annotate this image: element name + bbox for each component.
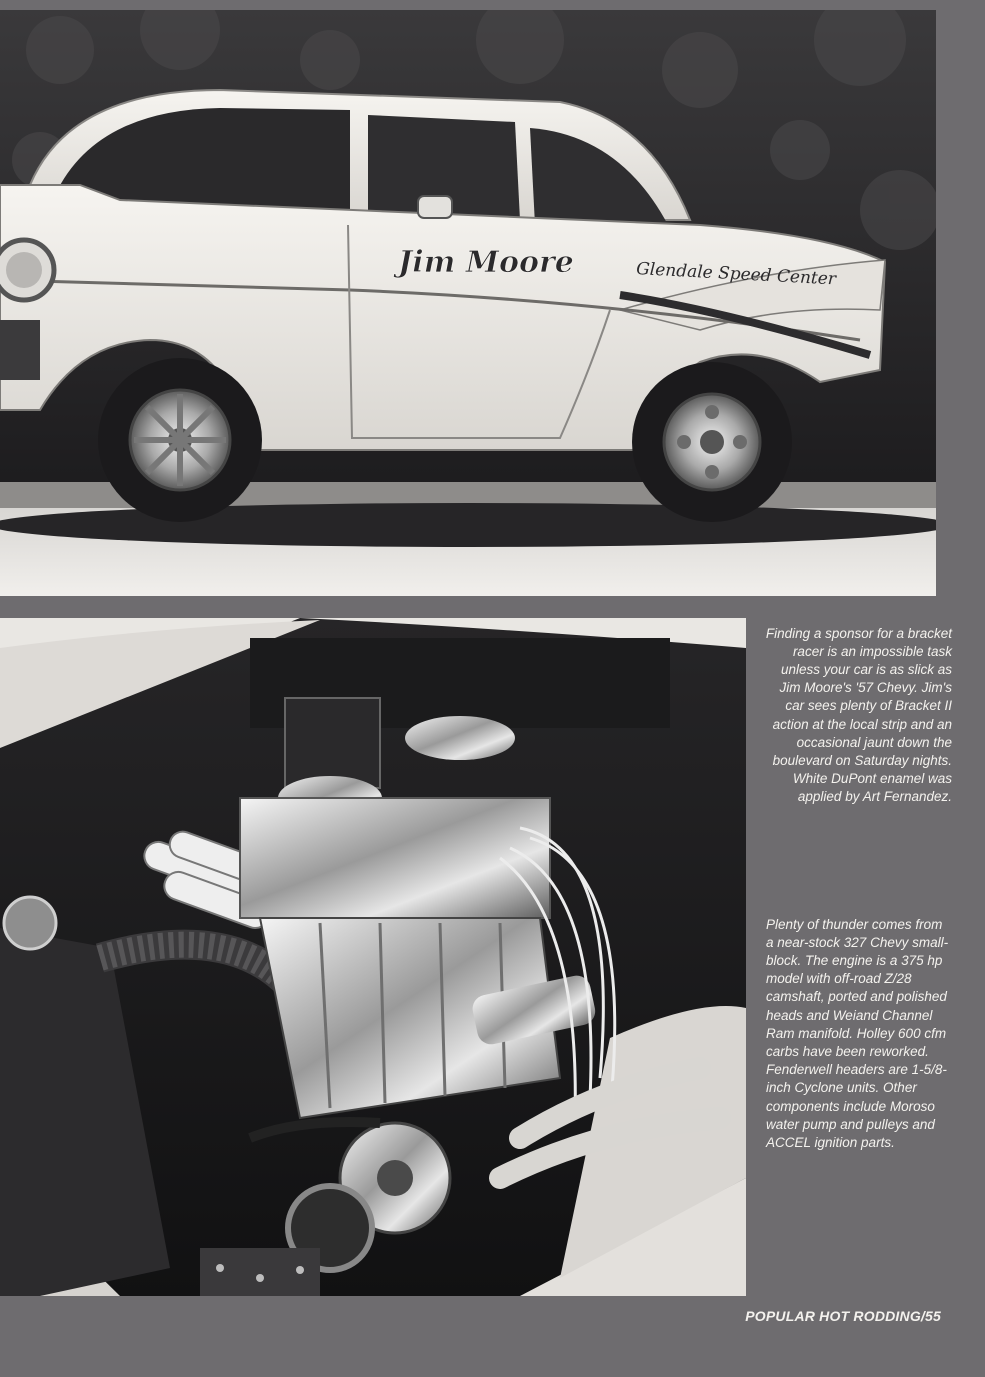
engine-photo bbox=[0, 618, 746, 1296]
car-illustration bbox=[0, 10, 936, 596]
lettering-glendale-speed-center: Glendale Speed Center bbox=[635, 259, 837, 290]
caption-sponsor: Finding a sponsor for a bracket racer is an impossible task unless your car is as slick as Jim Moore's '57 Chevy. Jim's car sees plenty of Bracket II action at the local strip and an occasional jaunt down the boulevard on Saturday nights. White DuPont enamel was applied by Art Fernandez. bbox=[765, 625, 952, 805]
caption-engine: Plenty of thunder comes from a near-stock 327 Chevy small-block. The engine is a 375 hp model with off-road Z/28 camshaft, ported and polished heads and Weiand Channel Ram manifold. Holley 600 cfm carbs have been reworked. Fenderwell headers are 1-5/8-inch Cyclone units. Other components include Moroso water pump and pulleys and ACCEL ignition parts. bbox=[766, 916, 949, 1150]
page-folio: POPULAR HOT RODDING/55 bbox=[745, 1308, 941, 1324]
car-photo bbox=[0, 10, 936, 596]
engine-illustration bbox=[0, 618, 746, 1296]
lettering-jim-moore: Jim Moore bbox=[398, 245, 574, 280]
